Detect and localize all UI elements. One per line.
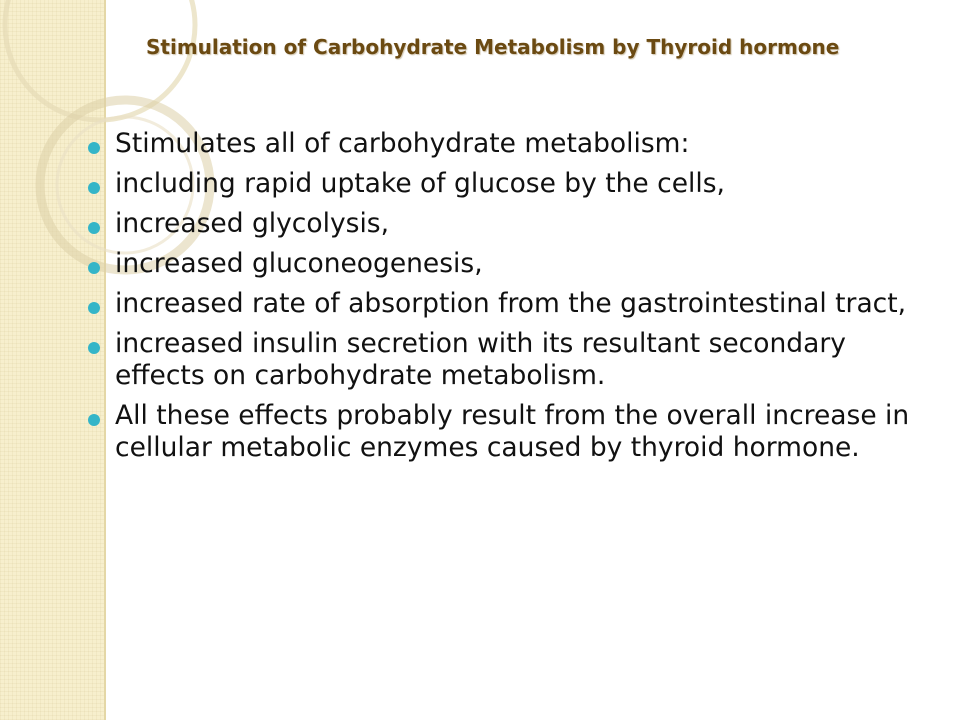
bullet-dot-icon bbox=[88, 342, 100, 354]
bullet-item bbox=[88, 168, 918, 200]
bullet-text: All these effects probably result from the overall increase in cellular metabolic enzymes caused by thyroid hormone. bbox=[115, 400, 910, 463]
bullet-item bbox=[88, 248, 918, 280]
bullet-item bbox=[88, 328, 918, 392]
slide-title: Stimulation of Carbohydrate Metabolism by Thyroid hormone bbox=[146, 35, 840, 59]
bullet-dot-icon bbox=[88, 142, 100, 154]
bullet-dot-icon bbox=[88, 414, 100, 426]
bullet-item bbox=[88, 400, 918, 464]
bullet-dot-icon bbox=[88, 182, 100, 194]
bullet-dot-icon bbox=[88, 302, 100, 314]
bullet-text: Stimulates all of carbohydrate metabolism: bbox=[115, 128, 690, 159]
bullet-text: including rapid uptake of glucose by the cells, bbox=[115, 168, 725, 199]
bullet-dot-icon bbox=[88, 262, 100, 274]
bullet-dot-icon bbox=[88, 222, 100, 234]
bullet-item bbox=[88, 288, 918, 320]
bullet-item bbox=[88, 208, 918, 240]
bullet-item bbox=[88, 128, 918, 160]
bullet-text: increased rate of absorption from the gastrointestinal tract, bbox=[115, 288, 907, 319]
bullet-text: increased glycolysis, bbox=[115, 208, 390, 239]
bullet-list bbox=[88, 128, 918, 472]
bullet-text: increased insulin secretion with its resultant secondary effects on carbohydrate metabolism. bbox=[115, 328, 846, 391]
bullet-text: increased gluconeogenesis, bbox=[115, 248, 483, 279]
